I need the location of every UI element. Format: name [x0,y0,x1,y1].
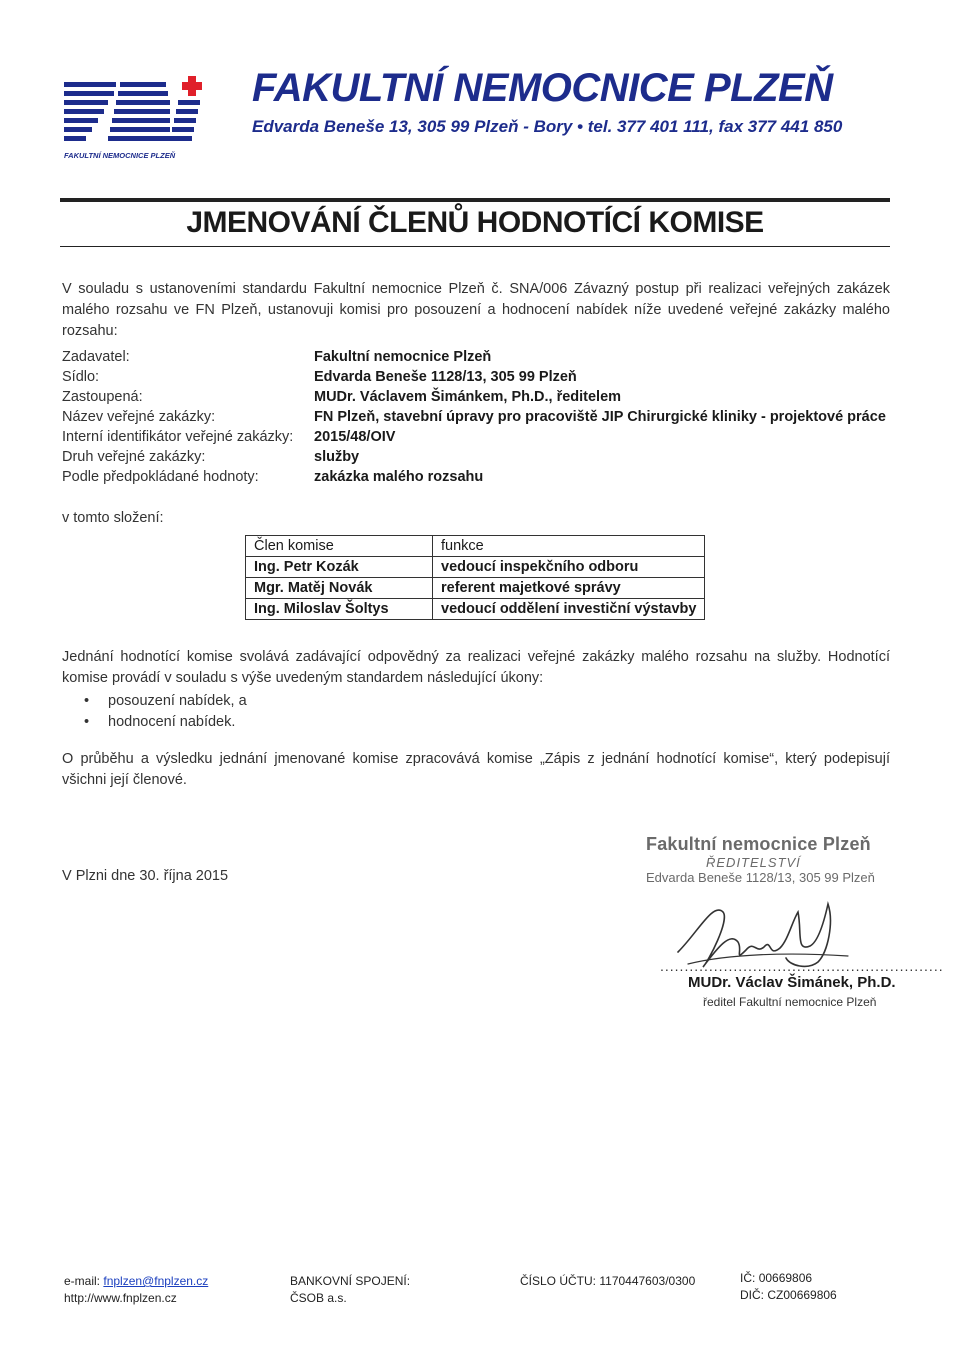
list-item [84,691,247,712]
info-value: služby [314,449,360,465]
signer-role: ředitel Fakultní nemocnice Plzeň [703,995,877,1009]
info-value: FN Plzeň, stavební úpravy pro pracoviště JIP Chirurgické kliniky - projektové práce [314,409,886,425]
composition-label: v tomto složení: [62,510,164,526]
stamp-department: ŘEDITELSTVÍ [706,855,801,870]
member-role: vedoucí inspekčního odboru [433,557,705,578]
email-link[interactable]: fnplzen@fnplzen.cz [103,1274,209,1288]
column-header-role: funkce [433,536,705,557]
column-header-member: Člen komise [246,536,433,557]
procedure-paragraph: Jednání hodnotící komise svolává zadávající odpovědný za realizaci veřejné zakázky malého rozsahu na služby. Hodnotící komise provádí v souladu s výše uvedeným standardem následující úkony: [62,649,890,686]
info-value: Edvarda Beneše 1128/13, 305 99 Plzeň [314,369,577,385]
footer-account [520,1273,695,1290]
info-label: Podle předpokládané hodnoty: [62,469,259,485]
email-label: e-mail: [64,1274,101,1288]
list-item [84,712,247,733]
minutes-paragraph: O průběhu a výsledku jednání jmenované komise zpracovává komise „Zápis z jednání hodnotící komise“, který podepisují všichni její členové. [62,751,890,788]
dic-label: DIČ: [740,1288,764,1302]
footer-bank [290,1273,410,1307]
info-value: zakázka malého rozsahu [314,469,484,485]
table-header-row [246,536,705,557]
org-address: Edvarda Beneše 13, 305 99 Plzeň - Bory • tel. 377 401 111, fax 377 441 850 [252,117,843,136]
info-value: Fakultní nemocnice Plzeň [314,349,492,365]
footer-contact [64,1273,208,1307]
steps-list [84,691,247,733]
bank-label: BANKOVNÍ SPOJENÍ: [290,1274,411,1288]
signer-name: MUDr. Václav Šimánek, Ph.D. [688,974,896,991]
info-label: Druh veřejné zakázky: [62,449,206,465]
org-name: FAKULTNÍ NEMOCNICE PLZEŇ [252,66,833,110]
member-name: Ing. Miloslav Šoltys [246,599,433,620]
member-role: referent majetkové správy [433,578,705,599]
account-label: ČÍSLO ÚČTU: [520,1274,597,1288]
member-name: Mgr. Matěj Novák [246,578,433,599]
official-stamp [646,834,875,885]
table-row [246,557,705,578]
info-value: MUDr. Václavem Šimánkem, Ph.D., ředitelem [314,389,622,405]
info-label: Název veřejné zakázky: [62,409,216,425]
dic-value: CZ00669806 [767,1288,837,1302]
place-date: V Plzni dne 30. října 2015 [62,868,229,884]
info-value: 2015/48/OIV [314,429,396,445]
bullet-icon: • [84,714,90,730]
table-row [246,578,705,599]
member-name: Ing. Petr Kozák [246,557,433,578]
committee-table [245,535,705,620]
info-label: Interní identifikátor veřejné zakázky: [62,429,294,445]
signature-line: .......................................................... [660,958,944,974]
table-row [246,599,705,620]
account-number: 1170447603/0300 [599,1274,696,1288]
document-title: JMENOVÁNÍ ČLENŮ HODNOTÍCÍ KOMISE [186,206,764,239]
info-label: Zadavatel: [62,349,130,365]
intro-paragraph: V souladu s ustanoveními standardu Fakultní nemocnice Plzeň č. SNA/006 Závazný postup při realizaci veřejných zakázek malého rozsahu ve FN Plzeň, ustanovuji komisi pro posouzení a hodnocení nabídek níže uvedené veřejné zakázky malého rozsahu: [62,281,890,339]
list-item-text: hodnocení nabídek. [108,714,236,730]
stamp-org: Fakultní nemocnice Plzeň [646,834,871,854]
info-label: Zastoupená: [62,389,143,405]
logo-caption: FAKULTNÍ NEMOCNICE PLZEŇ [64,151,176,160]
title-rule-top [60,198,890,202]
list-item-text: posouzení nabídek, a [108,693,247,709]
title-rule-bottom [60,246,890,247]
member-role: vedoucí oddělení investiční výstavby [433,599,705,620]
ic-value: 00669806 [758,1271,813,1285]
footer-ids [740,1270,837,1304]
bank-name: ČSOB a.s. [290,1291,347,1305]
bullet-icon: • [84,693,90,709]
website-link[interactable]: http://www.fnplzen.cz [64,1291,177,1305]
info-label: Sídlo: [62,369,100,385]
hospital-logo [62,72,222,164]
ic-label: IČ: [740,1271,756,1285]
stamp-address: Edvarda Beneše 1128/13, 305 99 Plzeň [646,870,875,885]
